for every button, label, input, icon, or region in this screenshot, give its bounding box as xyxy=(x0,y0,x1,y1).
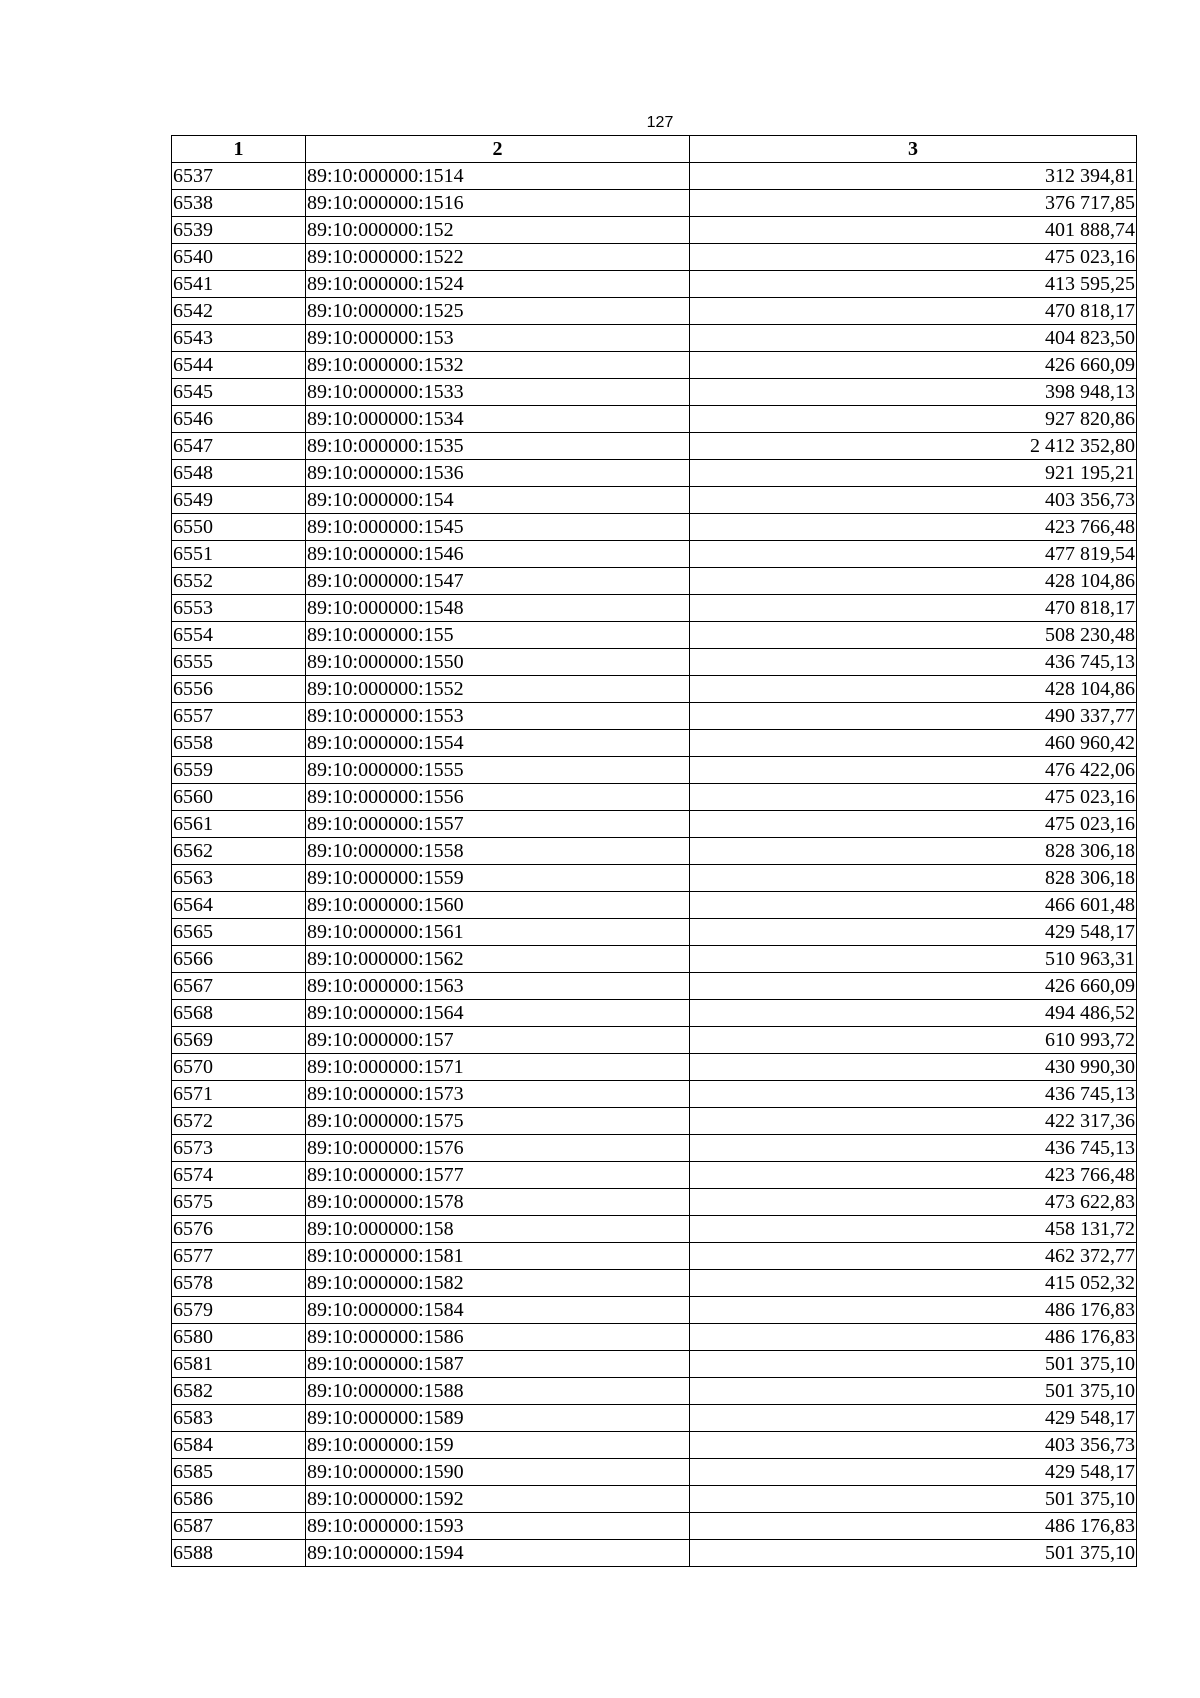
cadastral-number-cell: 89:10:000000:1547 xyxy=(306,568,690,595)
row-number-cell: 6584 xyxy=(172,1432,306,1459)
row-number-cell: 6576 xyxy=(172,1216,306,1243)
row-number-cell: 6549 xyxy=(172,487,306,514)
table-row xyxy=(172,271,1137,298)
cadastral-number-cell: 89:10:000000:1571 xyxy=(306,1054,690,1081)
cadastral-number-cell: 89:10:000000:1532 xyxy=(306,352,690,379)
row-number-cell: 6575 xyxy=(172,1189,306,1216)
row-number-cell: 6543 xyxy=(172,325,306,352)
value-cell: 436 745,13 xyxy=(690,1081,1137,1108)
row-number-cell: 6559 xyxy=(172,757,306,784)
cadastral-number-cell: 89:10:000000:157 xyxy=(306,1027,690,1054)
row-number-cell: 6582 xyxy=(172,1378,306,1405)
row-number-cell: 6546 xyxy=(172,406,306,433)
cadastral-number-cell: 89:10:000000:153 xyxy=(306,325,690,352)
row-number-cell: 6560 xyxy=(172,784,306,811)
cadastral-number-cell: 89:10:000000:1548 xyxy=(306,595,690,622)
value-cell: 475 023,16 xyxy=(690,784,1137,811)
table-row xyxy=(172,217,1137,244)
value-cell: 470 818,17 xyxy=(690,595,1137,622)
table-row xyxy=(172,1081,1137,1108)
value-cell: 430 990,30 xyxy=(690,1054,1137,1081)
row-number-cell: 6580 xyxy=(172,1324,306,1351)
table-row xyxy=(172,622,1137,649)
cadastral-number-cell: 89:10:000000:1553 xyxy=(306,703,690,730)
row-number-cell: 6539 xyxy=(172,217,306,244)
table-row xyxy=(172,352,1137,379)
row-number-cell: 6545 xyxy=(172,379,306,406)
cadastral-number-cell: 89:10:000000:1545 xyxy=(306,514,690,541)
table-row xyxy=(172,1243,1137,1270)
cadastral-number-cell: 89:10:000000:1575 xyxy=(306,1108,690,1135)
row-number-cell: 6548 xyxy=(172,460,306,487)
table-row xyxy=(172,406,1137,433)
row-number-cell: 6538 xyxy=(172,190,306,217)
cadastral-number-cell: 89:10:000000:1557 xyxy=(306,811,690,838)
column-header-2: 2 xyxy=(306,136,690,163)
row-number-cell: 6573 xyxy=(172,1135,306,1162)
row-number-cell: 6565 xyxy=(172,919,306,946)
table-row xyxy=(172,1540,1137,1567)
value-cell: 426 660,09 xyxy=(690,973,1137,1000)
table-row xyxy=(172,1486,1137,1513)
table-row xyxy=(172,325,1137,352)
cadastral-number-cell: 89:10:000000:1562 xyxy=(306,946,690,973)
cadastral-number-cell: 89:10:000000:1522 xyxy=(306,244,690,271)
table-row xyxy=(172,433,1137,460)
table-row xyxy=(172,703,1137,730)
value-cell: 921 195,21 xyxy=(690,460,1137,487)
table-row xyxy=(172,190,1137,217)
cadastral-number-cell: 89:10:000000:1587 xyxy=(306,1351,690,1378)
row-number-cell: 6578 xyxy=(172,1270,306,1297)
cadastral-number-cell: 89:10:000000:1564 xyxy=(306,1000,690,1027)
table-row xyxy=(172,649,1137,676)
cadastral-number-cell: 89:10:000000:1588 xyxy=(306,1378,690,1405)
table-row xyxy=(172,1432,1137,1459)
row-number-cell: 6581 xyxy=(172,1351,306,1378)
table-row xyxy=(172,946,1137,973)
value-cell: 477 819,54 xyxy=(690,541,1137,568)
value-cell: 610 993,72 xyxy=(690,1027,1137,1054)
table-row xyxy=(172,1135,1137,1162)
table-header xyxy=(172,136,1137,163)
cadastral-number-cell: 89:10:000000:1576 xyxy=(306,1135,690,1162)
row-number-cell: 6542 xyxy=(172,298,306,325)
cadastral-number-cell: 89:10:000000:1584 xyxy=(306,1297,690,1324)
row-number-cell: 6540 xyxy=(172,244,306,271)
value-cell: 429 548,17 xyxy=(690,919,1137,946)
value-cell: 404 823,50 xyxy=(690,325,1137,352)
cadastral-number-cell: 89:10:000000:1561 xyxy=(306,919,690,946)
value-cell: 415 052,32 xyxy=(690,1270,1137,1297)
row-number-cell: 6553 xyxy=(172,595,306,622)
cadastral-number-cell: 89:10:000000:1516 xyxy=(306,190,690,217)
row-number-cell: 6552 xyxy=(172,568,306,595)
table-row xyxy=(172,757,1137,784)
row-number-cell: 6561 xyxy=(172,811,306,838)
row-number-cell: 6551 xyxy=(172,541,306,568)
table-row xyxy=(172,1405,1137,1432)
table-row xyxy=(172,676,1137,703)
cadastral-number-cell: 89:10:000000:1582 xyxy=(306,1270,690,1297)
value-cell: 508 230,48 xyxy=(690,622,1137,649)
table-row xyxy=(172,1297,1137,1324)
value-cell: 475 023,16 xyxy=(690,244,1137,271)
data-table xyxy=(171,135,1137,1567)
cadastral-number-cell: 89:10:000000:1556 xyxy=(306,784,690,811)
value-cell: 466 601,48 xyxy=(690,892,1137,919)
value-cell: 486 176,83 xyxy=(690,1297,1137,1324)
cadastral-number-cell: 89:10:000000:1594 xyxy=(306,1540,690,1567)
cadastral-number-cell: 89:10:000000:155 xyxy=(306,622,690,649)
value-cell: 403 356,73 xyxy=(690,487,1137,514)
row-number-cell: 6587 xyxy=(172,1513,306,1540)
row-number-cell: 6572 xyxy=(172,1108,306,1135)
value-cell: 436 745,13 xyxy=(690,649,1137,676)
cadastral-number-cell: 89:10:000000:1592 xyxy=(306,1486,690,1513)
cadastral-number-cell: 89:10:000000:1533 xyxy=(306,379,690,406)
row-number-cell: 6588 xyxy=(172,1540,306,1567)
table-row xyxy=(172,163,1137,190)
row-number-cell: 6585 xyxy=(172,1459,306,1486)
value-cell: 501 375,10 xyxy=(690,1486,1137,1513)
value-cell: 429 548,17 xyxy=(690,1405,1137,1432)
cadastral-number-cell: 89:10:000000:1525 xyxy=(306,298,690,325)
row-number-cell: 6586 xyxy=(172,1486,306,1513)
cadastral-number-cell: 89:10:000000:1514 xyxy=(306,163,690,190)
row-number-cell: 6537 xyxy=(172,163,306,190)
table-row xyxy=(172,1054,1137,1081)
table-row xyxy=(172,1378,1137,1405)
value-cell: 476 422,06 xyxy=(690,757,1137,784)
table-row xyxy=(172,595,1137,622)
cadastral-number-cell: 89:10:000000:1581 xyxy=(306,1243,690,1270)
value-cell: 422 317,36 xyxy=(690,1108,1137,1135)
row-number-cell: 6562 xyxy=(172,838,306,865)
cadastral-number-cell: 89:10:000000:1524 xyxy=(306,271,690,298)
row-number-cell: 6557 xyxy=(172,703,306,730)
row-number-cell: 6554 xyxy=(172,622,306,649)
value-cell: 403 356,73 xyxy=(690,1432,1137,1459)
table-row xyxy=(172,244,1137,271)
table-row xyxy=(172,811,1137,838)
cadastral-number-cell: 89:10:000000:1589 xyxy=(306,1405,690,1432)
header-row xyxy=(172,136,1137,163)
cadastral-number-cell: 89:10:000000:1550 xyxy=(306,649,690,676)
value-cell: 398 948,13 xyxy=(690,379,1137,406)
table-row xyxy=(172,541,1137,568)
cadastral-number-cell: 89:10:000000:1559 xyxy=(306,865,690,892)
row-number-cell: 6577 xyxy=(172,1243,306,1270)
row-number-cell: 6566 xyxy=(172,946,306,973)
value-cell: 460 960,42 xyxy=(690,730,1137,757)
table-row xyxy=(172,460,1137,487)
row-number-cell: 6571 xyxy=(172,1081,306,1108)
value-cell: 927 820,86 xyxy=(690,406,1137,433)
table-row xyxy=(172,379,1137,406)
cadastral-number-cell: 89:10:000000:1552 xyxy=(306,676,690,703)
table-row xyxy=(172,1216,1137,1243)
row-number-cell: 6579 xyxy=(172,1297,306,1324)
cadastral-number-cell: 89:10:000000:1578 xyxy=(306,1189,690,1216)
table-row xyxy=(172,919,1137,946)
row-number-cell: 6563 xyxy=(172,865,306,892)
value-cell: 473 622,83 xyxy=(690,1189,1137,1216)
cadastral-number-cell: 89:10:000000:1558 xyxy=(306,838,690,865)
value-cell: 376 717,85 xyxy=(690,190,1137,217)
cadastral-number-cell: 89:10:000000:159 xyxy=(306,1432,690,1459)
table-row xyxy=(172,973,1137,1000)
value-cell: 436 745,13 xyxy=(690,1135,1137,1162)
cadastral-number-cell: 89:10:000000:158 xyxy=(306,1216,690,1243)
value-cell: 426 660,09 xyxy=(690,352,1137,379)
cadastral-number-cell: 89:10:000000:152 xyxy=(306,217,690,244)
row-number-cell: 6555 xyxy=(172,649,306,676)
row-number-cell: 6550 xyxy=(172,514,306,541)
row-number-cell: 6547 xyxy=(172,433,306,460)
value-cell: 475 023,16 xyxy=(690,811,1137,838)
value-cell: 510 963,31 xyxy=(690,946,1137,973)
table-row xyxy=(172,838,1137,865)
value-cell: 501 375,10 xyxy=(690,1378,1137,1405)
table-row xyxy=(172,1000,1137,1027)
table-row xyxy=(172,1027,1137,1054)
row-number-cell: 6564 xyxy=(172,892,306,919)
value-cell: 470 818,17 xyxy=(690,298,1137,325)
value-cell: 494 486,52 xyxy=(690,1000,1137,1027)
cadastral-number-cell: 89:10:000000:154 xyxy=(306,487,690,514)
cadastral-number-cell: 89:10:000000:1586 xyxy=(306,1324,690,1351)
value-cell: 490 337,77 xyxy=(690,703,1137,730)
table-row xyxy=(172,1513,1137,1540)
table-row xyxy=(172,1351,1137,1378)
row-number-cell: 6574 xyxy=(172,1162,306,1189)
value-cell: 828 306,18 xyxy=(690,838,1137,865)
value-cell: 458 131,72 xyxy=(690,1216,1137,1243)
row-number-cell: 6544 xyxy=(172,352,306,379)
value-cell: 2 412 352,80 xyxy=(690,433,1137,460)
cadastral-number-cell: 89:10:000000:1536 xyxy=(306,460,690,487)
table-row xyxy=(172,568,1137,595)
cadastral-number-cell: 89:10:000000:1546 xyxy=(306,541,690,568)
value-cell: 501 375,10 xyxy=(690,1540,1137,1567)
row-number-cell: 6583 xyxy=(172,1405,306,1432)
table-row xyxy=(172,892,1137,919)
row-number-cell: 6541 xyxy=(172,271,306,298)
value-cell: 401 888,74 xyxy=(690,217,1137,244)
table-row xyxy=(172,1324,1137,1351)
table-row xyxy=(172,1162,1137,1189)
value-cell: 486 176,83 xyxy=(690,1513,1137,1540)
value-cell: 501 375,10 xyxy=(690,1351,1137,1378)
row-number-cell: 6558 xyxy=(172,730,306,757)
value-cell: 429 548,17 xyxy=(690,1459,1137,1486)
value-cell: 423 766,48 xyxy=(690,1162,1137,1189)
table-row xyxy=(172,1189,1137,1216)
table-row xyxy=(172,1459,1137,1486)
table-row xyxy=(172,865,1137,892)
cadastral-number-cell: 89:10:000000:1590 xyxy=(306,1459,690,1486)
table-row xyxy=(172,1270,1137,1297)
cadastral-number-cell: 89:10:000000:1535 xyxy=(306,433,690,460)
table-row xyxy=(172,784,1137,811)
value-cell: 428 104,86 xyxy=(690,568,1137,595)
value-cell: 413 595,25 xyxy=(690,271,1137,298)
row-number-cell: 6569 xyxy=(172,1027,306,1054)
value-cell: 486 176,83 xyxy=(690,1324,1137,1351)
table-row xyxy=(172,514,1137,541)
row-number-cell: 6567 xyxy=(172,973,306,1000)
value-cell: 423 766,48 xyxy=(690,514,1137,541)
value-cell: 312 394,81 xyxy=(690,163,1137,190)
value-cell: 428 104,86 xyxy=(690,676,1137,703)
cadastral-number-cell: 89:10:000000:1577 xyxy=(306,1162,690,1189)
row-number-cell: 6570 xyxy=(172,1054,306,1081)
column-header-3: 3 xyxy=(690,136,1137,163)
cadastral-number-cell: 89:10:000000:1573 xyxy=(306,1081,690,1108)
column-header-1: 1 xyxy=(172,136,306,163)
table-row xyxy=(172,730,1137,757)
table-row xyxy=(172,1108,1137,1135)
cadastral-number-cell: 89:10:000000:1563 xyxy=(306,973,690,1000)
value-cell: 828 306,18 xyxy=(690,865,1137,892)
cadastral-number-cell: 89:10:000000:1554 xyxy=(306,730,690,757)
cadastral-number-cell: 89:10:000000:1555 xyxy=(306,757,690,784)
cadastral-number-cell: 89:10:000000:1534 xyxy=(306,406,690,433)
table-body xyxy=(172,163,1137,1567)
cadastral-number-cell: 89:10:000000:1593 xyxy=(306,1513,690,1540)
table-row xyxy=(172,298,1137,325)
page-number: 127 xyxy=(646,114,674,131)
row-number-cell: 6556 xyxy=(172,676,306,703)
row-number-cell: 6568 xyxy=(172,1000,306,1027)
table-row xyxy=(172,487,1137,514)
cadastral-number-cell: 89:10:000000:1560 xyxy=(306,892,690,919)
value-cell: 462 372,77 xyxy=(690,1243,1137,1270)
